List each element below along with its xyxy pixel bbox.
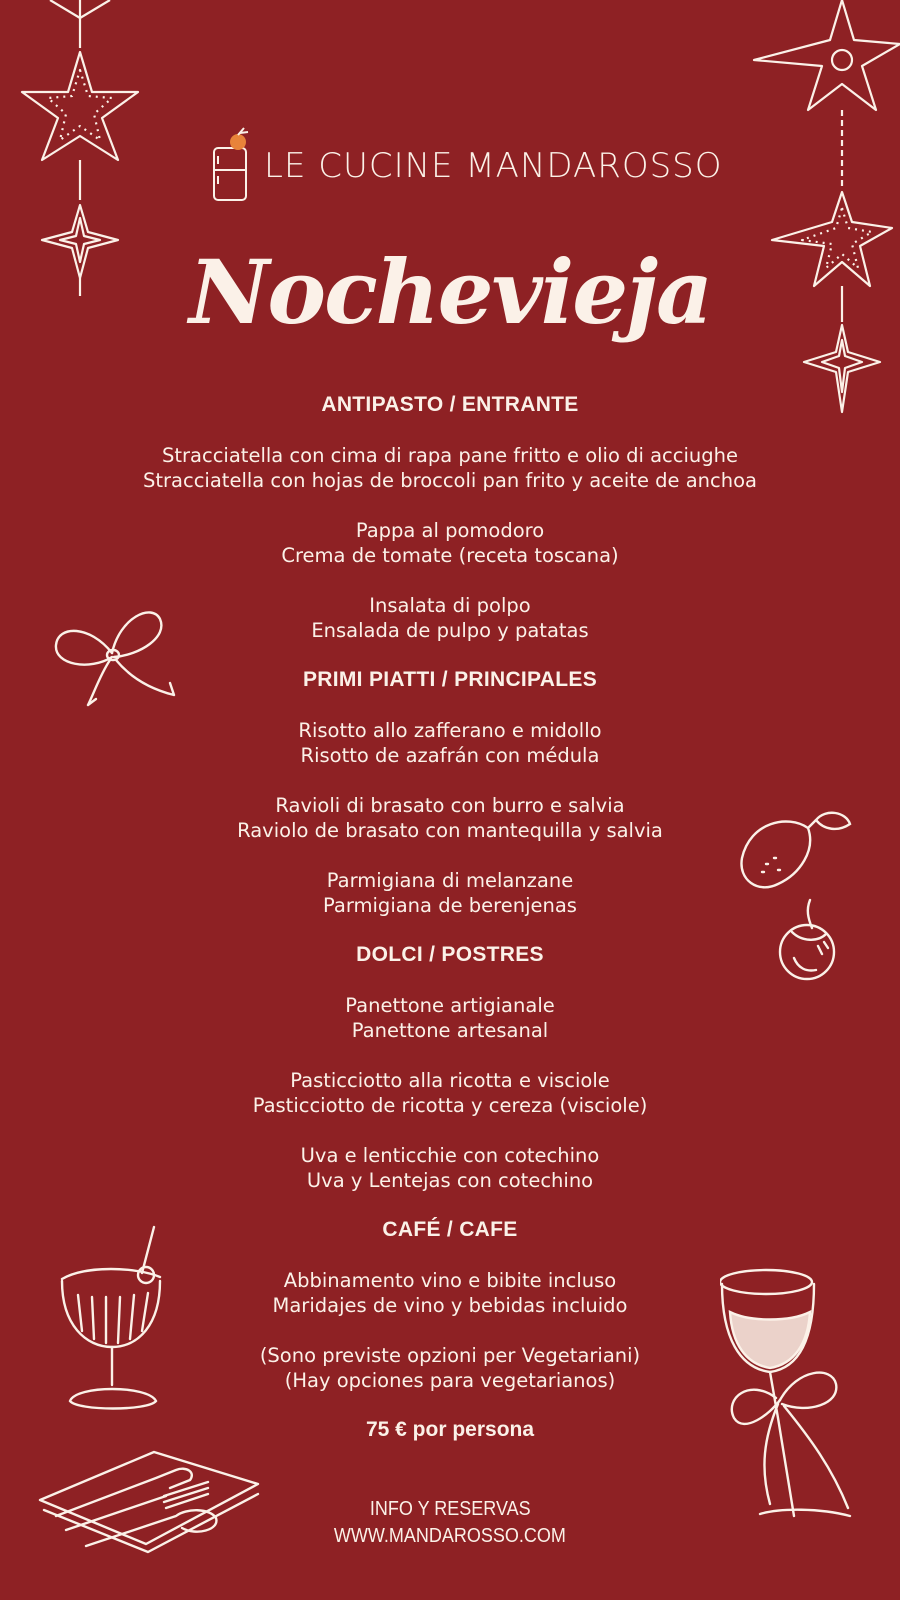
section-title: PRIMI PIATTI / PRINCIPALES xyxy=(302,668,598,691)
dish-name-es: Uva y Lentejas con cotechino xyxy=(306,1169,594,1192)
brand xyxy=(210,126,723,206)
menu xyxy=(80,392,820,1442)
dish-name-es: (Hay opciones para vegetarianos) xyxy=(284,1369,616,1392)
dish-name-es: Maridajes de vino y bebidas incluido xyxy=(272,1294,628,1317)
dish xyxy=(80,1343,820,1393)
lemon-icon xyxy=(738,810,858,900)
star-ornament-right-icon xyxy=(752,0,900,420)
section-title: DOLCI / POSTRES xyxy=(356,943,544,966)
dish xyxy=(80,868,820,918)
website-link[interactable]: WWW.MANDAROSSO.COM xyxy=(333,1525,566,1547)
dish xyxy=(80,1268,820,1318)
dish-name-it: Insalata di polpo xyxy=(369,594,531,617)
dish-name-it: Panettone artigianale xyxy=(345,994,555,1017)
dish-name-es: Risotto de azafrán con médula xyxy=(300,744,600,767)
dish-name-es: Crema de tomate (receta toscana) xyxy=(281,544,619,567)
dish-name-it: Risotto allo zafferano e midollo xyxy=(298,719,602,742)
dish-name-it: Ravioli di brasato con burro e salvia xyxy=(275,794,625,817)
page-title: Nochevieja xyxy=(188,240,712,344)
dish xyxy=(80,1143,820,1193)
dish xyxy=(80,518,820,568)
dish xyxy=(80,443,820,493)
bow-icon xyxy=(50,605,185,715)
info-reservations-label: INFO Y RESERVAS xyxy=(369,1498,531,1520)
dish-name-it: (Sono previste opzioni per Vegetariani) xyxy=(259,1344,641,1367)
dish xyxy=(80,593,820,643)
dish-name-it: Abbinamento vino e bibite incluso xyxy=(283,1269,617,1292)
dessert-glass-icon xyxy=(56,1225,171,1425)
dish-name-it: Stracciatella con cima di rapa pane fritto e olio di acciughe xyxy=(162,444,738,467)
section-title: CAFÉ / CAFE xyxy=(382,1218,518,1241)
dish-name-es: Raviolo de brasato con mantequilla y salvia xyxy=(237,819,663,842)
menu-section xyxy=(80,1217,820,1393)
price: 75 € por persona xyxy=(365,1418,535,1441)
brand-name: LE CUCINE MANDAROSSO xyxy=(264,146,723,186)
dish-name-es: Pasticciotto de ricotta y cereza (visciole) xyxy=(252,1094,648,1117)
dish xyxy=(80,1068,820,1118)
dish-name-it: Parmigiana di melanzane xyxy=(326,869,574,892)
dish xyxy=(80,718,820,768)
dish-name-it: Pappa al pomodoro xyxy=(355,519,545,542)
menu-section xyxy=(80,942,820,1193)
apple-icon xyxy=(772,898,842,984)
menu-section xyxy=(80,392,820,643)
dish-name-it: Pasticciotto alla ricotta e visciole xyxy=(290,1069,610,1092)
fridge-with-mandarin-icon xyxy=(210,124,250,208)
section-title: ANTIPASTO / ENTRANTE xyxy=(321,393,579,416)
menu-section xyxy=(80,667,820,918)
dish xyxy=(80,793,820,843)
dish-name-it: Uva e lenticchie con cotechino xyxy=(300,1144,600,1167)
dish-name-es: Ensalada de pulpo y patatas xyxy=(311,619,589,642)
footer xyxy=(0,1496,900,1550)
dish-name-es: Panettone artesanal xyxy=(351,1019,549,1042)
dish xyxy=(80,993,820,1043)
dish-name-es: Stracciatella con hojas de broccoli pan frito y aceite de anchoa xyxy=(143,469,757,492)
dish-name-es: Parmigiana de berenjenas xyxy=(323,894,577,917)
wine-glass-with-bow-icon xyxy=(720,1268,880,1528)
